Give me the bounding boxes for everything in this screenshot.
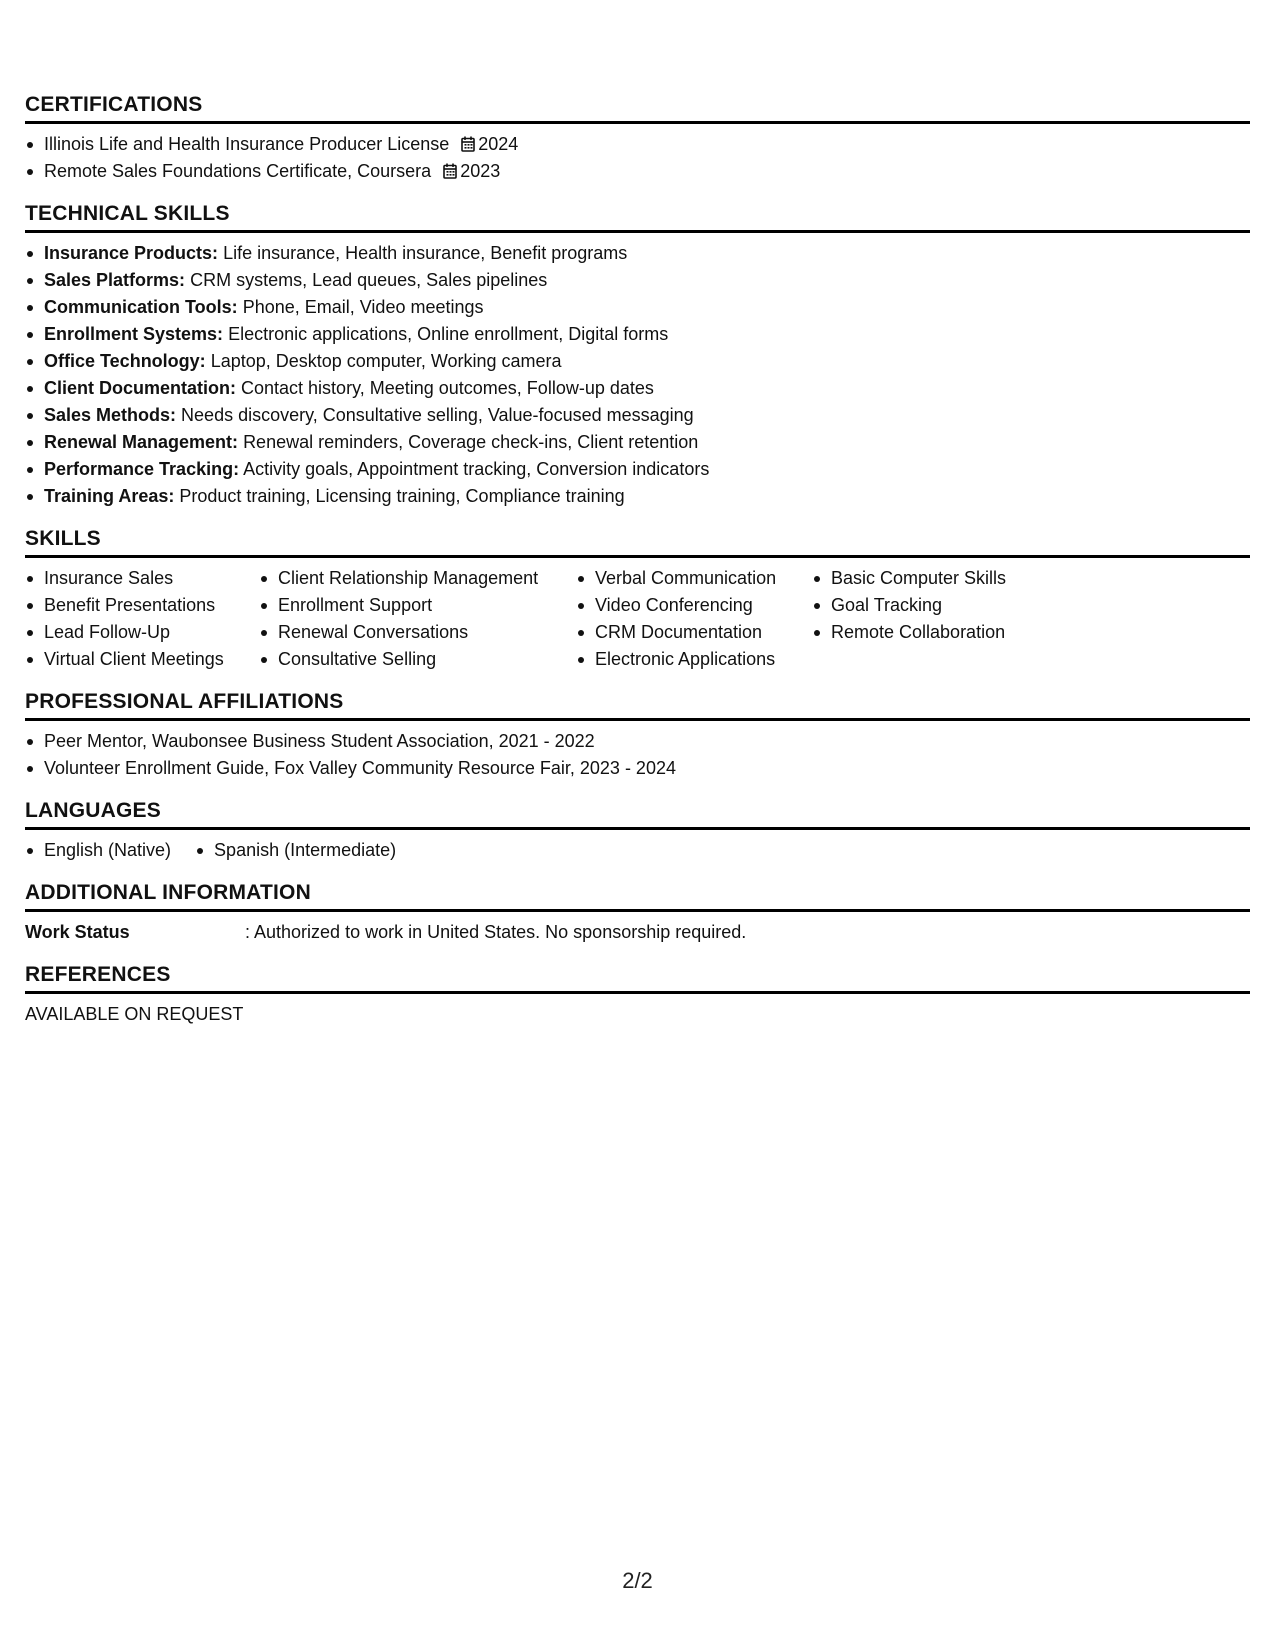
references-text: AVAILABLE ON REQUEST [25, 1004, 244, 1024]
skill-value: Laptop, Desktop computer, Working camera [210, 351, 562, 371]
skill-value: Activity goals, Appointment tracking, Conversion indicators [243, 459, 710, 479]
certification-name: Remote Sales Foundations Certificate, Coursera [44, 161, 432, 181]
list-item: Spanish (Intermediate) [195, 837, 396, 864]
skill-value: Electronic applications, Online enrollment, Digital forms [228, 324, 669, 344]
certification-year: 2024 [478, 134, 519, 154]
section-title: REFERENCES [25, 962, 1250, 994]
list-item [25, 158, 1250, 185]
list-item [25, 131, 1250, 158]
list-item [25, 429, 1250, 456]
skill-label: Training Areas: [44, 486, 175, 506]
skills-column [576, 565, 812, 673]
list-item: Benefit Presentations [25, 592, 259, 619]
page-number: 2/2 [622, 1568, 653, 1593]
list-item: Goal Tracking [812, 592, 1072, 619]
skill-label: Renewal Management: [44, 432, 239, 452]
calendar-icon [443, 163, 457, 179]
additional-info-section [25, 880, 1250, 946]
resume-page [25, 92, 1250, 1044]
skills-column [812, 565, 1072, 673]
work-status-label: Work Status [25, 922, 130, 942]
section-title: ADDITIONAL INFORMATION [25, 880, 1250, 912]
certification-year: 2023 [460, 161, 501, 181]
certifications-list [25, 131, 1250, 185]
list-item [25, 240, 1250, 267]
section-title: PROFESSIONAL AFFILIATIONS [25, 689, 1250, 721]
list-item: Enrollment Support [259, 592, 576, 619]
list-item [25, 375, 1250, 402]
list-item: Peer Mentor, Waubonsee Business Student Association, 2021 - 2022 [25, 728, 1250, 755]
section-title: CERTIFICATIONS [25, 92, 1250, 124]
work-status-value: : Authorized to work in United States. No sponsorship required. [245, 922, 747, 942]
list-item: Consultative Selling [259, 646, 576, 673]
list-item: Volunteer Enrollment Guide, Fox Valley Community Resource Fair, 2023 - 2024 [25, 755, 1250, 782]
skill-value: Needs discovery, Consultative selling, Value-focused messaging [181, 405, 694, 425]
skill-value: Product training, Licensing training, Compliance training [179, 486, 625, 506]
skill-value: Life insurance, Health insurance, Benefit programs [223, 243, 628, 263]
work-status-row [25, 919, 1250, 946]
list-item [25, 321, 1250, 348]
affiliations-list [25, 728, 1250, 782]
skills-column [259, 565, 576, 673]
languages-section [25, 798, 1250, 864]
skill-value: Phone, Email, Video meetings [242, 297, 484, 317]
skill-label: Client Documentation: [44, 378, 236, 398]
technical-skills-section [25, 201, 1250, 510]
list-item [25, 402, 1250, 429]
section-title: TECHNICAL SKILLS [25, 201, 1250, 233]
languages-list [25, 837, 1250, 864]
skill-label: Office Technology: [44, 351, 206, 371]
list-item [25, 294, 1250, 321]
list-item: Insurance Sales [25, 565, 259, 592]
skill-label: Performance Tracking: [44, 459, 240, 479]
list-item: Verbal Communication [576, 565, 812, 592]
certifications-section [25, 92, 1250, 185]
certification-name: Illinois Life and Health Insurance Producer License [44, 134, 450, 154]
list-item: Renewal Conversations [259, 619, 576, 646]
list-item: Video Conferencing [576, 592, 812, 619]
skill-label: Communication Tools: [44, 297, 238, 317]
list-item: Lead Follow-Up [25, 619, 259, 646]
list-item [25, 348, 1250, 375]
skill-label: Insurance Products: [44, 243, 219, 263]
skills-column [25, 565, 259, 673]
skill-label: Enrollment Systems: [44, 324, 224, 344]
technical-skills-list [25, 240, 1250, 510]
list-item: English (Native) [25, 837, 171, 864]
skills-grid [25, 565, 1250, 673]
skill-label: Sales Platforms: [44, 270, 186, 290]
skill-value: Renewal reminders, Coverage check-ins, Client retention [243, 432, 699, 452]
references-section [25, 962, 1250, 1028]
list-item: Electronic Applications [576, 646, 812, 673]
skills-section [25, 526, 1250, 673]
section-title: SKILLS [25, 526, 1250, 558]
calendar-icon [461, 136, 475, 152]
list-item: CRM Documentation [576, 619, 812, 646]
list-item [25, 456, 1250, 483]
list-item: Basic Computer Skills [812, 565, 1072, 592]
list-item [25, 483, 1250, 510]
skill-value: Contact history, Meeting outcomes, Follow-up dates [241, 378, 654, 398]
list-item: Virtual Client Meetings [25, 646, 259, 673]
skill-value: CRM systems, Lead queues, Sales pipelines [190, 270, 548, 290]
section-title: LANGUAGES [25, 798, 1250, 830]
list-item [25, 267, 1250, 294]
skill-label: Sales Methods: [44, 405, 177, 425]
affiliations-section [25, 689, 1250, 782]
list-item: Remote Collaboration [812, 619, 1072, 646]
list-item: Client Relationship Management [259, 565, 576, 592]
